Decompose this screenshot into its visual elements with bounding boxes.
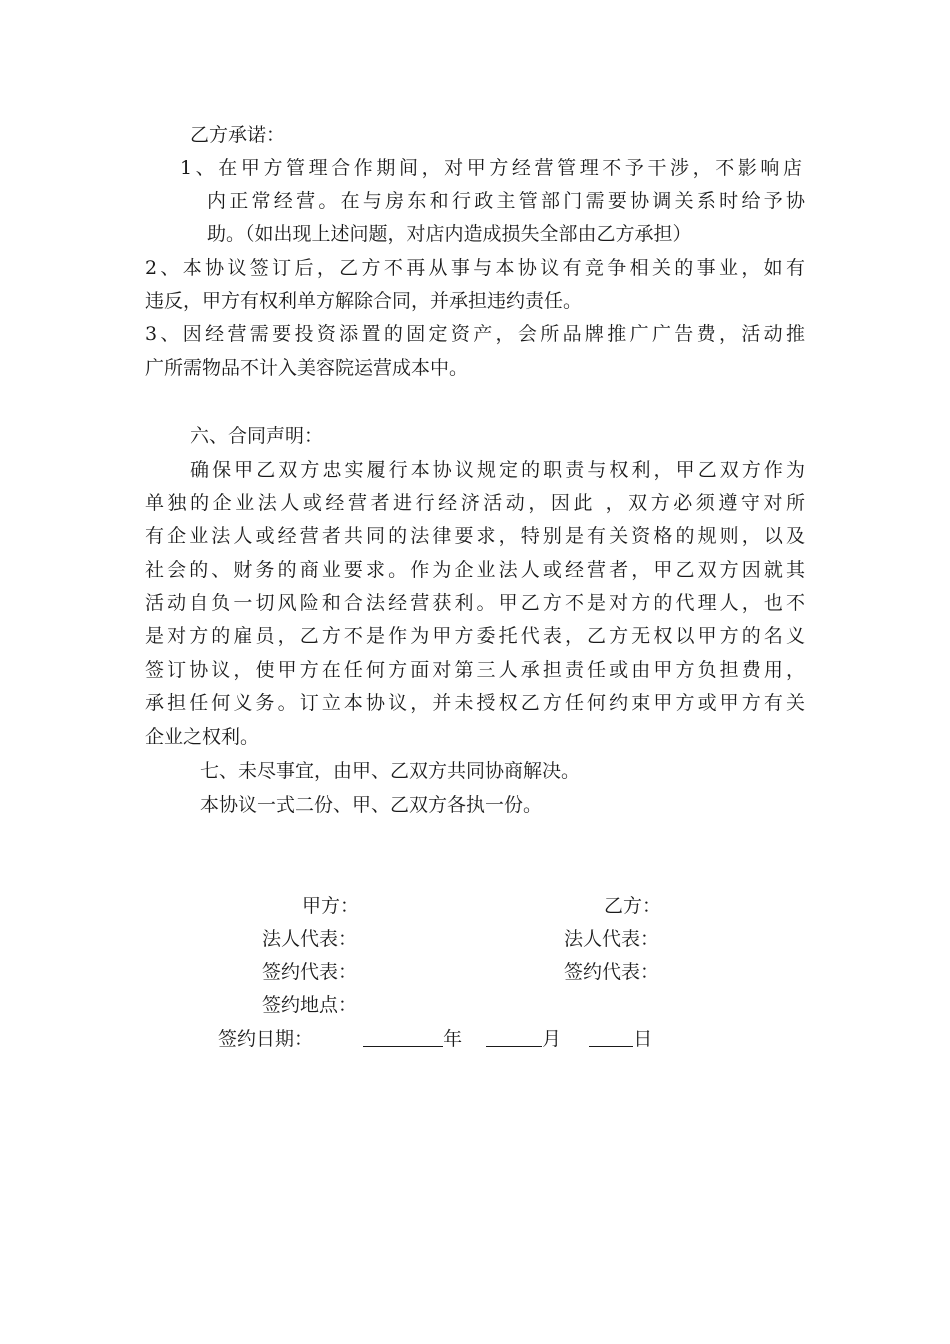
section6-line7: 签订协议，使甲方在任何方面对第三人承担责任或由甲方负担费用， <box>145 659 805 681</box>
party-a-label: 甲方： <box>302 895 360 917</box>
month-blank[interactable] <box>486 1028 542 1047</box>
promise-item1-line1: 1、在甲方管理合作期间，对甲方经营管理不予干涉，不影响店 <box>180 157 802 179</box>
legal-rep-a-label: 法人代表： <box>262 928 358 950</box>
section6-line5: 活动自负一切风险和合法经营获利。甲乙方不是对方的代理人，也不 <box>145 592 805 614</box>
signing-date-row <box>218 1027 652 1051</box>
section6-line1: 确保甲乙双方忠实履行本协议规定的职责与权利，甲乙双方作为 <box>190 459 805 481</box>
promise-item2-line1: 2、本协议签订后，乙方不再从事与本协议有竞争相关的事业，如有 <box>145 257 805 279</box>
section6-heading: 六、合同声明： <box>190 425 324 447</box>
section6-line2: 单独的企业法人或经营者进行经济活动，因此 ，双方必须遵守对所 <box>145 492 805 514</box>
section6-line8: 承担任何义务。订立本协议，并未授权乙方任何约束甲方或甲方有关 <box>145 692 805 714</box>
year-blank[interactable] <box>363 1028 443 1047</box>
signing-date-label: 签约日期： <box>218 1028 314 1050</box>
section7-copies: 本协议一式二份、甲、乙双方各执一份。 <box>200 794 543 816</box>
section7-text: 七、未尽事宜，由甲、乙双方共同协商解决。 <box>200 760 581 782</box>
year-label: 年 <box>443 1028 463 1050</box>
promise-item3-line2: 广所需物品不计入美容院运营成本中。 <box>145 357 469 379</box>
day-label: 日 <box>633 1028 653 1050</box>
promise-item1-line3: 助。（如出现上述问题，对店内造成损失全部由乙方承担） <box>207 223 692 245</box>
signing-place-label: 签约地点： <box>262 994 358 1016</box>
section6-line9: 企业之权利。 <box>145 726 260 748</box>
signing-rep-a-label: 签约代表： <box>262 961 358 983</box>
party-b-label: 乙方： <box>604 895 662 917</box>
promise-item1-line2: 内正常经营。在与房东和行政主管部门需要协调关系时给予协 <box>207 190 805 212</box>
legal-rep-b-label: 法人代表： <box>564 928 660 950</box>
day-blank[interactable] <box>589 1028 633 1047</box>
section6-line3: 有企业法人或经营者共同的法律要求，特别是有关资格的规则，以及 <box>145 525 805 547</box>
promise-item2-line2: 违反，甲方有权利单方解除合同，并承担违约责任。 <box>145 290 583 312</box>
promise-heading: 乙方承诺： <box>190 124 286 146</box>
section6-line6: 是对方的雇员，乙方不是作为甲方委托代表，乙方无权以甲方的名义 <box>145 625 805 647</box>
signing-rep-b-label: 签约代表： <box>564 961 660 983</box>
section6-line4: 社会的、财务的商业要求。作为企业法人或经营者，甲乙双方因就其 <box>145 559 805 581</box>
promise-item3-line1: 3、因经营需要投资添置的固定资产，会所品牌推广广告费，活动推 <box>145 323 805 345</box>
month-label: 月 <box>542 1028 562 1050</box>
